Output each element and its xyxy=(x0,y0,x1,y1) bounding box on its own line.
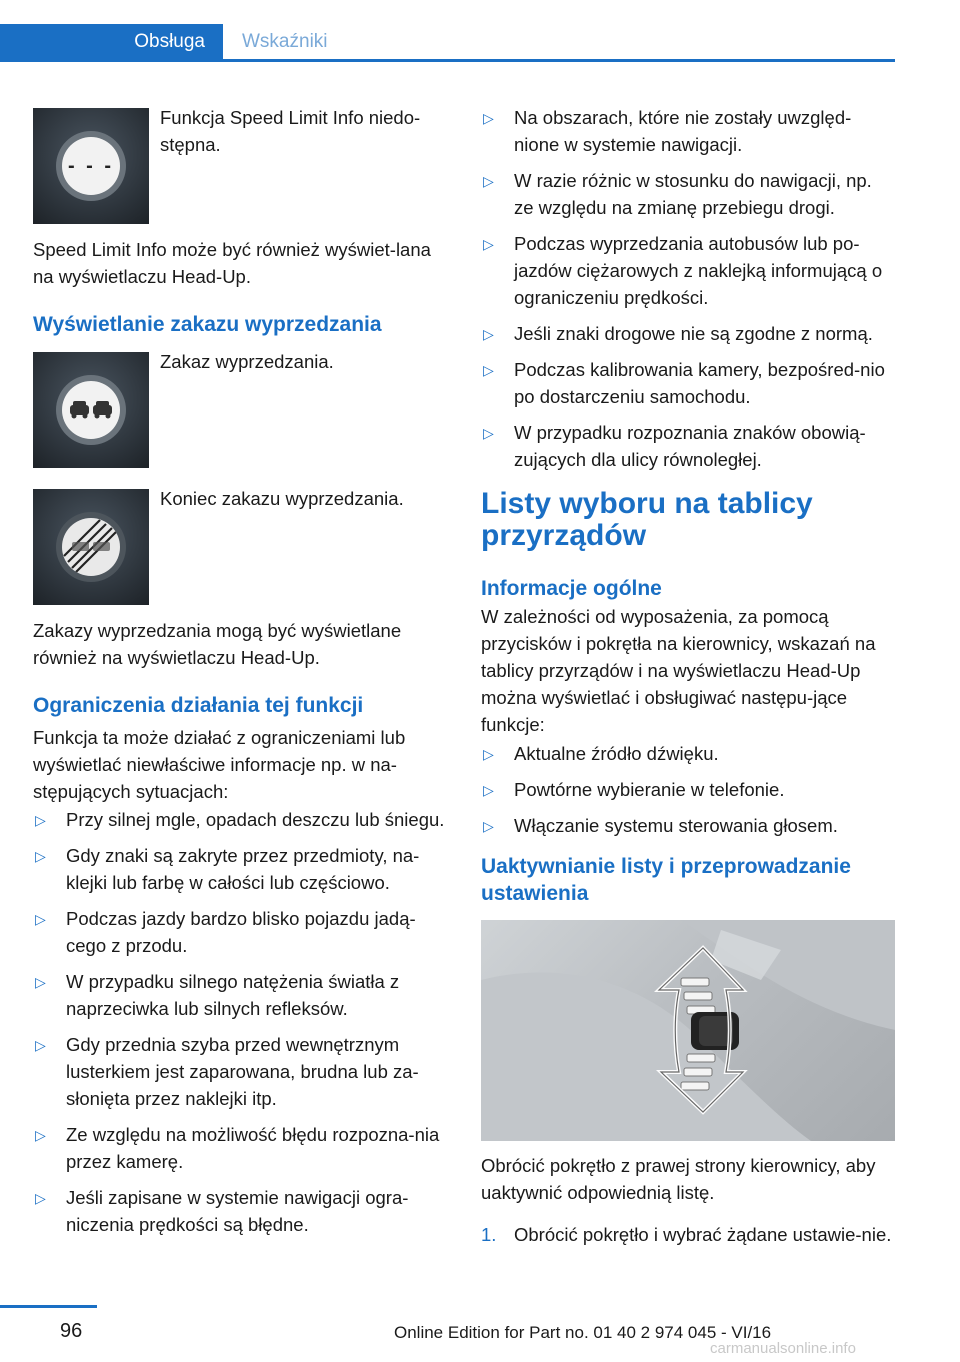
page-header xyxy=(0,0,895,62)
list-item: ▷ Gdy znaki są zakryte przez przedmioty, na‐klejki lub farbę w całości lub częściowo. xyxy=(35,845,420,893)
steps-list xyxy=(481,1221,895,1248)
speed-limit-hud-paragraph: Speed Limit Info może być również wyświet‐lana na wyświetlaczu Head-Up. xyxy=(33,239,431,287)
list-item: ▷ Aktualne źródło dźwięku. xyxy=(481,740,895,767)
footer-divider xyxy=(0,1305,97,1308)
sign-symbol: - - - xyxy=(62,137,120,195)
general-info-paragraph: W zależności od wyposażenia, za pomocą przycisków i pokrętła na kierownicy, wskazań na tablicy przyrządów i na wyświetlaczu Head-Up można wyświetlać i obsługiwać następu‐jące funkcje: xyxy=(481,606,876,735)
section-title: Listy wyboru na tablicy przyrządów xyxy=(481,487,813,552)
list-item: ▷ Podczas wyprzedzania autobusów lub po‐jazdów ciężarowych z naklejką informującą o ograniczeniu prędkości. xyxy=(483,233,883,308)
activate-list-heading: Uaktywnianie listy i przeprowadzanie ustawienia xyxy=(481,855,851,905)
list-item: ▷ Powtórne wybieranie w telefonie. xyxy=(481,776,895,803)
list-item: ▷ Jeśli znaki drogowe nie są zgodne z normą. xyxy=(481,320,895,347)
triangle-bullet-icon: ▷ xyxy=(35,1190,46,1206)
icon2-caption: Zakaz wyprzedzania. xyxy=(160,351,334,372)
watermark: carmanualsonline.info xyxy=(710,1340,856,1357)
tab-obsluga[interactable]: Obsługa xyxy=(0,24,223,60)
list-item: ▷ Przy silnej mgle, opadach deszczu lub śniegu. xyxy=(33,806,445,833)
icon3-caption: Koniec zakazu wyprzedzania. xyxy=(160,488,404,509)
triangle-bullet-icon: ▷ xyxy=(483,362,494,378)
end-no-overtaking-row xyxy=(33,489,149,605)
triangle-bullet-icon: ▷ xyxy=(483,110,494,126)
triangle-bullet-icon: ▷ xyxy=(35,974,46,990)
limitations-heading: Ograniczenia działania tej funkcji xyxy=(33,694,364,717)
list-item: ▷ Podczas jazdy bardzo blisko pojazdu jadą‐cego z przodu. xyxy=(35,908,416,956)
list-item: ▷ W razie różnic w stosunku do nawigacji, np. ze względu na zmianę przebiegu drogi. xyxy=(483,170,872,218)
triangle-bullet-icon: ▷ xyxy=(483,818,494,834)
general-info-heading: Informacje ogólne xyxy=(481,577,662,600)
list-item: ▷ Włączanie systemu sterowania głosem. xyxy=(481,812,895,839)
triangle-bullet-icon: ▷ xyxy=(483,782,494,798)
activate-list-paragraph: Obrócić pokrętło z prawej strony kierownicy, aby uaktywnić odpowiednią listę. xyxy=(481,1155,876,1203)
edition-note: Online Edition for Part no. 01 40 2 974 045 - VI/16 xyxy=(394,1323,772,1342)
triangle-bullet-icon: ▷ xyxy=(483,326,494,342)
triangle-bullet-icon: ▷ xyxy=(35,1127,46,1143)
list-item: ▷ W przypadku silnego natężenia światła z naprzeciwka lub silnych refleksów. xyxy=(35,971,400,1019)
limitations-list-left xyxy=(33,806,445,1247)
limitations-paragraph: Funkcja ta może działać z ograniczeniami lub wyświetlać niewłaściwe informacje np. w na‐stępujących sytuacjach: xyxy=(33,727,406,802)
list-item: ▷ W przypadku rozpoznania znaków obowią‐zujących dla ulicy równoległej. xyxy=(483,422,866,470)
list-item: ▷ Jeśli zapisane w systemie nawigacji ogra‐niczenia prędkości są błędne. xyxy=(35,1187,409,1235)
triangle-bullet-icon: ▷ xyxy=(35,848,46,864)
steering-wheel-roller-photo xyxy=(481,920,895,1141)
list-item: ▷ Gdy przednia szyba przed wewnętrznym lusterkiem jest zaparowana, brudna lub za‐słonięta przez naklejki itp. xyxy=(35,1034,419,1109)
tab-wskazniki[interactable]: Wskaźniki xyxy=(242,31,328,52)
header-divider xyxy=(0,59,895,62)
step-text: Obrócić pokrętło i wybrać żądane ustawie‐nie. xyxy=(514,1224,892,1245)
step-item xyxy=(481,1221,895,1248)
triangle-bullet-icon: ▷ xyxy=(483,236,494,252)
no-overtaking-icon xyxy=(33,352,149,468)
overtaking-hud-paragraph: Zakazy wyprzedzania mogą być wyświetlane również na wyświetlaczu Head-Up. xyxy=(33,620,402,668)
triangle-bullet-icon: ▷ xyxy=(35,1037,46,1053)
list-item: ▷ Podczas kalibrowania kamery, bezpośred‐nio po dostarczeniu samochodu. xyxy=(483,359,885,407)
triangle-bullet-icon: ▷ xyxy=(35,911,46,927)
page-number: 96 xyxy=(60,1320,83,1342)
step-number: 1. xyxy=(481,1224,497,1245)
no-overtaking-row xyxy=(33,352,149,468)
icon1-caption: Funkcja Speed Limit Info niedo‐stępna. xyxy=(160,107,421,155)
speed-limit-unavailable-icon xyxy=(33,108,149,224)
triangle-bullet-icon: ▷ xyxy=(483,425,494,441)
list-item: ▷ Ze względu na możliwość błędu rozpozna‐nia przez kamerę. xyxy=(35,1124,440,1172)
limitations-list-right xyxy=(481,104,895,482)
triangle-bullet-icon: ▷ xyxy=(483,746,494,762)
speed-limit-unavailable-row xyxy=(33,108,149,224)
overtaking-heading: Wyświetlanie zakazu wyprzedzania xyxy=(33,313,382,336)
list-item: ▷ Na obszarach, które nie zostały uwzględ‐nione w systemie nawigacji. xyxy=(483,107,852,155)
functions-list xyxy=(481,740,895,848)
end-no-overtaking-icon xyxy=(33,489,149,605)
steering-wheel-illustration xyxy=(481,920,895,1141)
triangle-bullet-icon: ▷ xyxy=(483,173,494,189)
triangle-bullet-icon: ▷ xyxy=(35,812,46,828)
